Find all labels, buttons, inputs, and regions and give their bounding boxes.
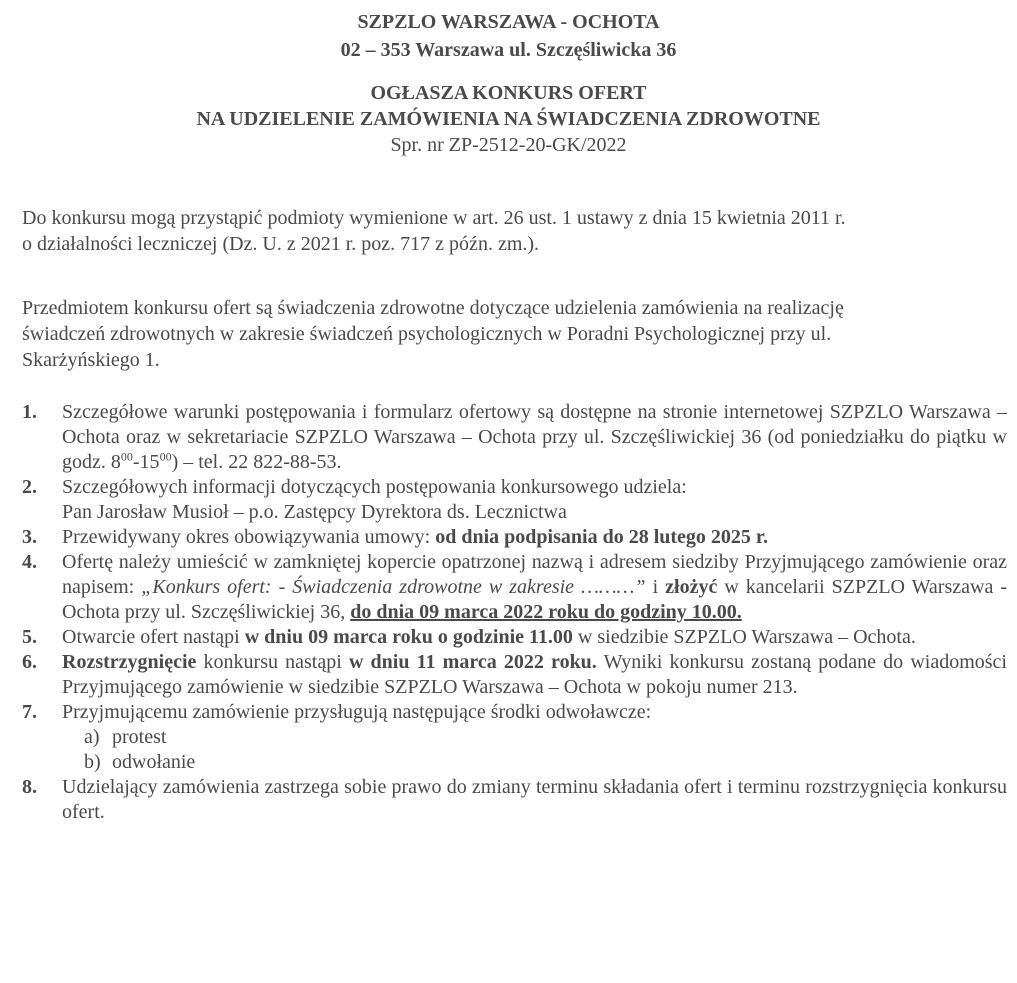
envelope-label: „Konkurs ofert: - Świadczenia zdrowotne w zakresie ………” (141, 576, 646, 598)
item-text: Udzielający zamówienia zastrzega sobie prawo do zmiany terminu składania ofert i terminu rozstrzygnięcia konkursu ofert. (62, 776, 1007, 823)
submission-deadline: do dnia 09 marca 2022 roku do godziny 10.00. (350, 601, 742, 623)
item-text: Przyjmującemu zamówienie przysługują następujące środki odwoławcze: (62, 701, 652, 723)
sub-list-item (84, 750, 1007, 775)
hours-superscript: 00 (159, 449, 172, 464)
conditions-list (22, 400, 1007, 825)
item-text: Przewidywany okres obowiązywania umowy: (62, 526, 436, 548)
subject-line-2: świadczeń zdrowotnych w zakresie świadczeń psychologicznych w Poradni Psychologicznej przy ul. (22, 323, 832, 345)
item-text: Wyniki konkursu zostaną podane do wiadomości Przyjmującego zamówienie w siedzibie SZPZLO Warszawa – Ochota w pokoju numer 213. (62, 651, 1007, 698)
list-item (22, 700, 1007, 775)
appeal-options-list (62, 725, 1007, 775)
organization-name: SZPZLO WARSZAWA - OCHOTA (357, 11, 660, 33)
item-text: ) – tel. 22 822-88-53. (171, 451, 342, 473)
item-number: 7. (22, 701, 37, 723)
list-item (22, 775, 1007, 825)
item-text: w kancelarii SZPZLO Warszawa - Ochota przy ul. Szczęśliwickiej 36, (62, 576, 1007, 623)
contract-period: od dnia podpisania do 28 lutego 2025 r. (435, 526, 768, 548)
item-text: i (645, 576, 666, 598)
opening-date: w dniu 09 marca roku o godzinie 11.00 (244, 626, 573, 648)
list-item (22, 650, 1007, 700)
item-text: Szczegółowych informacji dotyczących postępowania konkursowego udziela: (62, 476, 687, 498)
sub-item-text: odwołanie (112, 751, 196, 773)
organization-address: 02 – 353 Warszawa ul. Szczęśliwicka 36 (340, 39, 677, 61)
sub-item-text: protest (112, 726, 167, 748)
item-number: 5. (22, 626, 37, 648)
item-text: w siedzibie SZPZLO Warszawa – Ochota. (572, 626, 916, 648)
list-item (22, 625, 1007, 650)
title-line-2: NA UDZIELENIE ZAMÓWIENIA NA ŚWIADCZENIA ZDROWOTNE (196, 108, 821, 130)
eligibility-paragraph (22, 205, 1007, 257)
title-line-1: OGŁASZA KONKURS OFERT (370, 82, 647, 104)
item-number: 4. (22, 551, 37, 573)
item-number: 8. (22, 776, 37, 798)
item-text: Ofertę należy umieścić w zamkniętej kopercie opatrzonej nazwą i adresem siedziby Przyjmującego zamówienie oraz napisem: (62, 551, 1007, 598)
list-item (22, 550, 1007, 625)
list-item (22, 525, 1007, 550)
list-item (22, 400, 1007, 475)
item-emphasis: złożyć (665, 576, 718, 598)
document-header (0, 8, 1017, 64)
item-emphasis: Rozstrzygnięcie (62, 651, 197, 673)
resolution-date: w dniu 11 marca 2022 roku. (348, 651, 597, 673)
item-text: Otwarcie ofert nastąpi (62, 626, 245, 648)
contact-person: Pan Jarosław Musioł – p.o. Zastępcy Dyrektora ds. Lecznictwa (62, 501, 567, 523)
sub-list-item (84, 725, 1007, 750)
item-number: 3. (22, 526, 37, 548)
subject-line-1: Przedmiotem konkursu ofert są świadczenia zdrowotne dotyczące udzielenia zamówienia na realizację (22, 297, 844, 319)
eligibility-line-1: Do konkursu mogą przystąpić podmioty wymienione w art. 26 ust. 1 ustawy z dnia 15 kwietnia 2011 r. (22, 207, 846, 229)
subject-paragraph (22, 295, 1007, 373)
item-text: -15 (132, 451, 160, 473)
list-item (22, 475, 1007, 525)
item-number: 2. (22, 476, 37, 498)
item-text: Szczegółowe warunki postępowania i formularz ofertowy są dostępne na stronie internetowej SZPZLO Warszawa – Ochota oraz w sekretariacie SZPZLO Warszawa – Ochota przy ul. Szczęśliwickiej 36 (od poniedziałku do piątku w godz. 8 (62, 401, 1007, 473)
eligibility-line-2: o działalności leczniczej (Dz. U. z 2021 r. poz. 717 z późn. zm.). (22, 233, 540, 255)
hours-superscript: 00 (120, 449, 133, 464)
item-number: 6. (22, 651, 37, 673)
subject-line-3: Skarżyńskiego 1. (22, 349, 160, 371)
item-text: konkursu nastąpi (196, 651, 349, 673)
case-number: Spr. nr ZP-2512-20-GK/2022 (390, 134, 627, 156)
sub-item-label: a) (84, 726, 100, 748)
item-number: 1. (22, 401, 37, 423)
sub-item-label: b) (84, 751, 101, 773)
document-title (0, 80, 1017, 158)
